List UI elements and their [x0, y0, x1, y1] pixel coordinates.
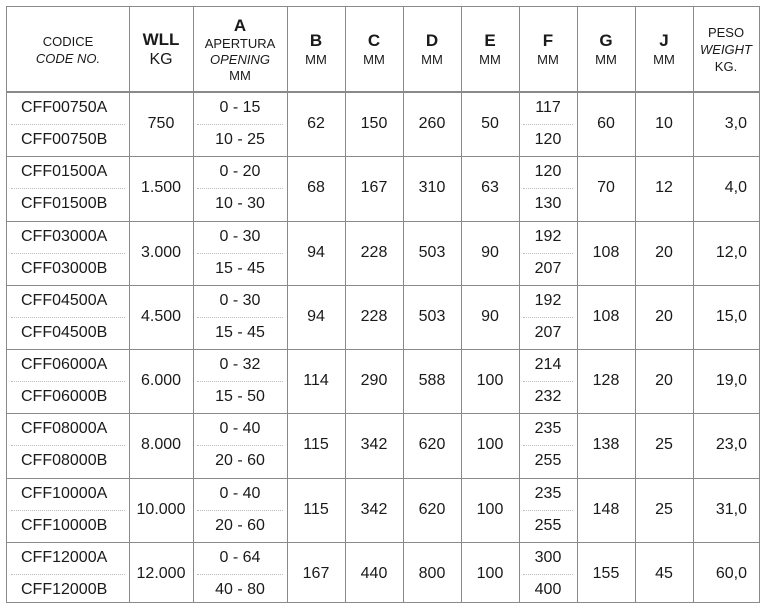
opening-cell: 0 - 32 [219, 356, 261, 374]
header-e-unit: MM [479, 52, 501, 67]
d-cell: 503 [418, 307, 446, 325]
c-cell: 228 [360, 307, 388, 325]
code-cell: CFF00750A [21, 99, 108, 117]
d-cell: 620 [418, 500, 446, 518]
c-cell: 342 [360, 436, 388, 454]
d-cell: 800 [418, 564, 446, 582]
opening-cell: 0 - 40 [219, 420, 261, 438]
header-code-label-en: CODE NO. [35, 50, 101, 66]
j-cell: 12 [655, 179, 673, 197]
header-d-letter: D [425, 31, 439, 50]
g-cell: 60 [597, 115, 615, 133]
f-cell: 117 [535, 99, 561, 117]
header-a-unit: MM [229, 67, 251, 83]
opening-cell: 0 - 30 [219, 291, 261, 309]
wll-cell: 12.000 [136, 564, 186, 582]
code-cell: CFF00750B [21, 131, 108, 149]
header-a-apertura: APERTURA [204, 35, 276, 51]
b-cell: 62 [307, 115, 325, 133]
header-j-letter: J [659, 31, 669, 50]
e-cell: 100 [476, 372, 504, 390]
header-g [577, 7, 635, 92]
sub-row-divider [523, 124, 573, 125]
sub-row-divider [11, 445, 125, 446]
opening-cell: 0 - 30 [219, 227, 261, 245]
g-cell: 128 [592, 372, 620, 390]
header-g-letter: G [599, 31, 613, 50]
peso-cell: 23,0 [715, 436, 747, 454]
j-cell: 25 [655, 500, 673, 518]
e-cell: 63 [481, 179, 499, 197]
peso-cell: 12,0 [715, 243, 747, 261]
header-code-label: CODICE [42, 33, 94, 49]
d-cell: 310 [418, 179, 446, 197]
code-cell: CFF08000A [21, 420, 108, 438]
f-cell: 255 [534, 516, 562, 534]
sub-row-divider [11, 124, 125, 125]
j-cell: 20 [655, 307, 673, 325]
code-cell: CFF06000A [21, 356, 108, 374]
header-wll-unit: KG [149, 50, 173, 68]
b-cell: 115 [303, 436, 329, 454]
e-cell: 90 [481, 243, 499, 261]
f-cell: 207 [534, 323, 562, 341]
g-cell: 108 [592, 307, 620, 325]
header-a-opening: OPENING [210, 51, 270, 67]
header-e-letter: E [484, 31, 496, 50]
sub-row-divider [197, 445, 283, 446]
f-cell: 400 [534, 580, 562, 598]
peso-cell: 15,0 [715, 307, 747, 325]
sub-row-divider [523, 445, 573, 446]
j-cell: 20 [655, 372, 673, 390]
peso-cell: 19,0 [715, 372, 747, 390]
sub-row-divider [523, 317, 573, 318]
sub-row-divider [197, 574, 283, 575]
d-cell: 620 [418, 436, 446, 454]
b-cell: 94 [307, 243, 325, 261]
f-cell: 120 [534, 163, 562, 181]
b-cell: 94 [307, 307, 325, 325]
opening-cell: 15 - 45 [215, 323, 265, 341]
c-cell: 167 [360, 179, 388, 197]
wll-cell: 3.000 [140, 243, 182, 261]
c-cell: 228 [360, 243, 388, 261]
j-cell: 20 [655, 243, 673, 261]
opening-cell: 40 - 80 [215, 580, 265, 598]
header-f-unit: MM [537, 52, 559, 67]
sub-row-divider [197, 124, 283, 125]
code-cell: CFF12000A [21, 548, 108, 566]
header-f [519, 7, 577, 92]
header-code [7, 7, 129, 92]
e-cell: 90 [481, 307, 499, 325]
header-j-unit: MM [653, 52, 675, 67]
wll-cell: 8.000 [140, 436, 182, 454]
header-weight-label: WEIGHT [700, 42, 752, 57]
c-cell: 290 [360, 372, 388, 390]
d-cell: 260 [418, 115, 446, 133]
sub-row-divider [197, 510, 283, 511]
peso-cell: 4,0 [724, 179, 747, 197]
j-cell: 25 [655, 436, 673, 454]
header-wll-label: WLL [142, 29, 180, 49]
code-cell: CFF08000B [21, 452, 108, 470]
header-g-unit: MM [595, 52, 617, 67]
header-c [345, 7, 403, 92]
opening-cell: 0 - 15 [219, 99, 261, 117]
f-cell: 214 [534, 356, 562, 374]
header-a-letter: A [233, 15, 247, 35]
header-a [193, 7, 287, 92]
header-b [287, 7, 345, 92]
peso-cell: 3,0 [724, 115, 747, 133]
sub-row-divider [11, 510, 125, 511]
f-cell: 235 [534, 420, 562, 438]
sub-row-divider [523, 574, 573, 575]
table-header [7, 7, 759, 92]
code-cell: CFF03000B [21, 259, 108, 277]
peso-cell: 60,0 [715, 564, 747, 582]
c-cell: 150 [360, 115, 388, 133]
g-cell: 108 [592, 243, 620, 261]
f-cell: 232 [534, 388, 562, 406]
f-cell: 192 [534, 291, 562, 309]
wll-cell: 750 [147, 115, 175, 133]
sub-row-divider [11, 317, 125, 318]
sub-row-divider [523, 510, 573, 511]
d-cell: 503 [418, 243, 446, 261]
c-cell: 440 [360, 564, 388, 582]
e-cell: 100 [476, 500, 504, 518]
wll-cell: 6.000 [140, 372, 182, 390]
e-cell: 100 [476, 436, 504, 454]
b-cell: 167 [302, 564, 330, 582]
code-cell: CFF01500A [21, 163, 108, 181]
sub-row-divider [523, 381, 573, 382]
code-cell: CFF10000B [21, 516, 108, 534]
sub-row-divider [197, 317, 283, 318]
header-d [403, 7, 461, 92]
header-peso-unit: KG. [714, 59, 738, 74]
j-cell: 10 [655, 115, 673, 133]
g-cell: 148 [592, 500, 620, 518]
sub-row-divider [11, 188, 125, 189]
sub-row-divider [197, 188, 283, 189]
b-cell: 115 [303, 500, 329, 518]
code-cell: CFF03000A [21, 227, 108, 245]
header-f-letter: F [542, 31, 554, 50]
b-cell: 114 [303, 372, 329, 390]
code-cell: CFF01500B [21, 195, 108, 213]
wll-cell: 10.000 [136, 500, 186, 518]
g-cell: 155 [592, 564, 620, 582]
code-cell: CFF04500B [21, 323, 108, 341]
f-cell: 300 [534, 548, 562, 566]
opening-cell: 10 - 30 [215, 195, 265, 213]
header-b-letter: B [309, 31, 323, 50]
peso-cell: 31,0 [715, 500, 747, 518]
header-e [461, 7, 519, 92]
header-j [635, 7, 693, 92]
sub-row-divider [197, 253, 283, 254]
opening-cell: 0 - 40 [219, 484, 261, 502]
opening-cell: 20 - 60 [215, 516, 265, 534]
sub-row-divider [11, 381, 125, 382]
opening-cell: 10 - 25 [215, 131, 265, 149]
header-c-letter: C [367, 31, 381, 50]
f-cell: 255 [534, 452, 562, 470]
f-cell: 130 [534, 195, 562, 213]
header-peso-label: PESO [707, 25, 745, 40]
opening-cell: 0 - 64 [219, 548, 261, 566]
wll-cell: 1.500 [140, 179, 182, 197]
j-cell: 45 [655, 564, 673, 582]
sub-row-divider [11, 574, 125, 575]
f-cell: 120 [534, 131, 562, 149]
sub-row-divider [523, 253, 573, 254]
header-d-unit: MM [421, 52, 443, 67]
sub-row-divider [523, 188, 573, 189]
opening-cell: 0 - 20 [219, 163, 261, 181]
sub-row-divider [11, 253, 125, 254]
header-wll [129, 7, 193, 92]
code-cell: CFF10000A [21, 484, 108, 502]
g-cell: 70 [597, 179, 615, 197]
opening-cell: 15 - 50 [215, 388, 265, 406]
code-cell: CFF04500A [21, 291, 108, 309]
e-cell: 50 [481, 115, 499, 133]
opening-cell: 20 - 60 [215, 452, 265, 470]
d-cell: 588 [418, 372, 446, 390]
g-cell: 138 [592, 436, 620, 454]
header-peso [693, 7, 759, 92]
b-cell: 68 [307, 179, 325, 197]
wll-cell: 4.500 [140, 307, 182, 325]
opening-cell: 15 - 45 [215, 259, 265, 277]
f-cell: 207 [534, 259, 562, 277]
header-c-unit: MM [363, 52, 385, 67]
sub-row-divider [197, 381, 283, 382]
header-b-unit: MM [305, 52, 327, 67]
e-cell: 100 [476, 564, 504, 582]
code-cell: CFF06000B [21, 388, 108, 406]
f-cell: 235 [534, 484, 562, 502]
f-cell: 192 [534, 227, 562, 245]
c-cell: 342 [360, 500, 388, 518]
code-cell: CFF12000B [21, 580, 108, 598]
specification-table [6, 6, 760, 603]
